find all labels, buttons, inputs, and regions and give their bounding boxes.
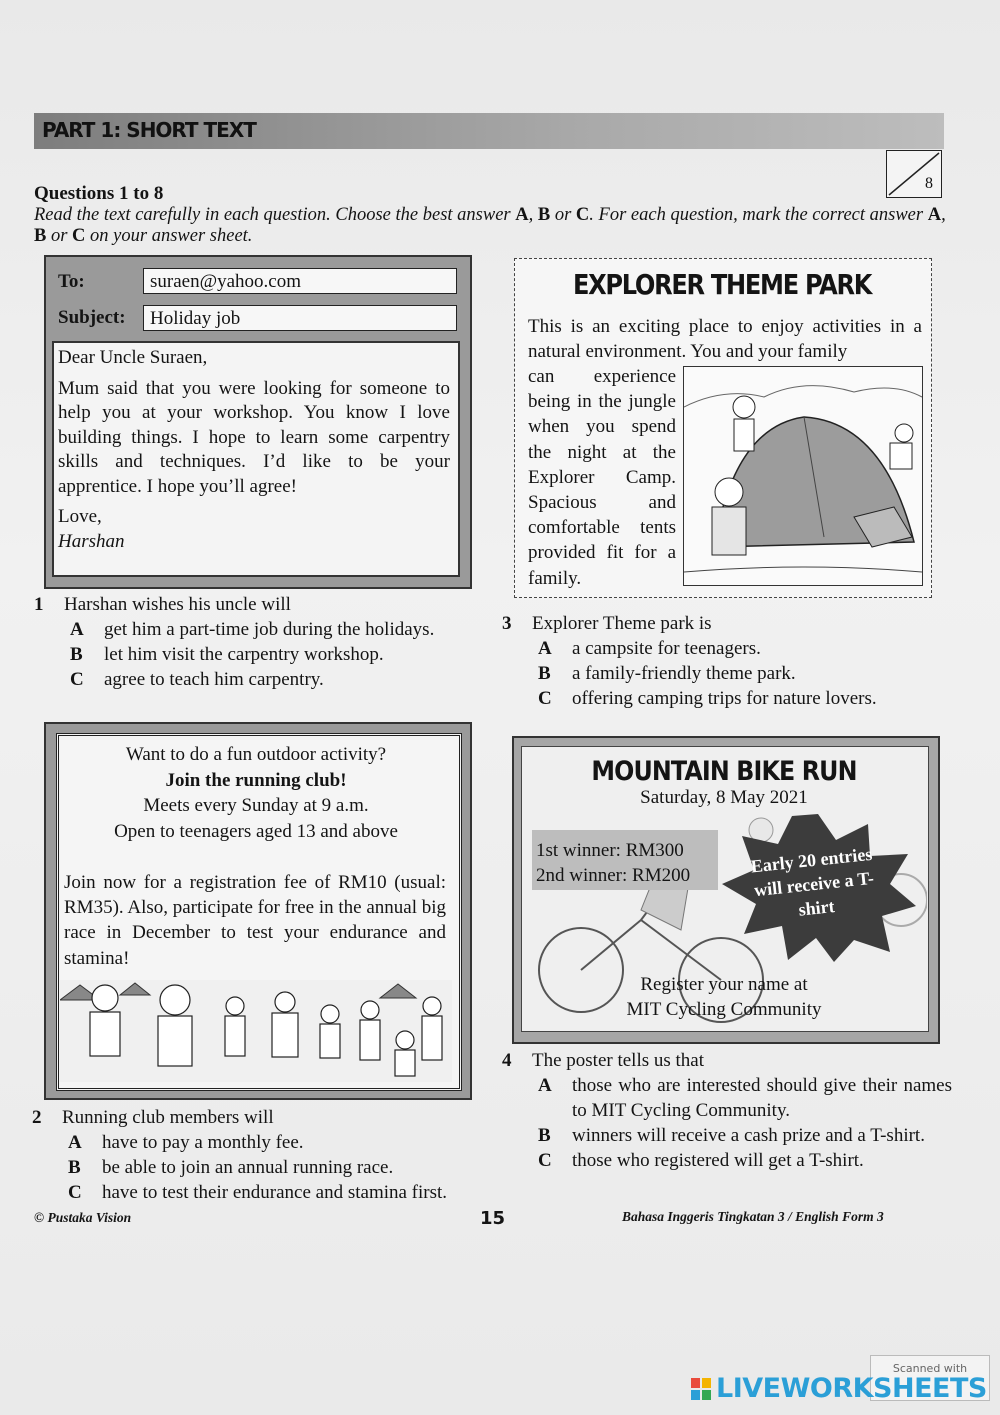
footer-page-number: 15 bbox=[480, 1208, 506, 1229]
email-subject-label: Subject: bbox=[58, 307, 126, 328]
footer-book-title: Bahasa Inggeris Tingkatan 3 / English Form 3 bbox=[622, 1209, 884, 1224]
q2-option-c[interactable]: C have to test their endurance and stamina first. bbox=[68, 1182, 448, 1203]
q1-option-a[interactable]: A get him a part-time job during the holidays. bbox=[70, 619, 435, 640]
question-2: 2 Running club members will A have to pay a monthly fee. B be able to join an annual running race. C have to test their endurance and stamina first. bbox=[32, 1105, 492, 1205]
prize-list bbox=[536, 838, 690, 888]
q2-option-a[interactable]: A have to pay a monthly fee. bbox=[68, 1132, 304, 1153]
explorer-text-narrow: can experience being in the jungle when you spend the night at the Explorer Camp. Spacious and comfortable tents provided fit for a family. bbox=[528, 366, 676, 589]
running-line-1: Want to do a fun outdoor activity? bbox=[125, 744, 387, 765]
email-signature: Harshan bbox=[58, 530, 125, 552]
question-4: 4 The poster tells us that A those who are interested should give their names to MIT Cycling Community. B winners will receive a cash prize and a T-shirt. C those who registered will get a T-shirt. bbox=[502, 1050, 952, 1171]
email-body bbox=[58, 346, 450, 554]
question-3: 3 Explorer Theme park is A a campsite for teenagers. B a family-friendly theme park. C offering camping trips for nature lovers. bbox=[502, 611, 952, 711]
scanned-badge: Scanned with bbox=[870, 1355, 990, 1401]
instructions: Read the text carefully in each question. Choose the best answer A, B or C. For each question, mark the correct answer A, B or C on your answer sheet. bbox=[34, 205, 946, 246]
question-1: 1 Harshan wishes his uncle will A get him a part-time job during the holidays. B let him visit the carpentry workshop. C agree to teach him carpentry. bbox=[34, 592, 484, 692]
q1-option-b[interactable]: B let him visit the carpentry workshop. bbox=[70, 644, 384, 665]
footer-publisher: © Pustaka Vision bbox=[34, 1210, 132, 1225]
email-to-field: suraen@yahoo.com bbox=[143, 268, 457, 294]
running-line-2: Join the running club! bbox=[165, 769, 347, 791]
q1-option-c[interactable]: C agree to teach him carpentry. bbox=[70, 669, 324, 690]
q2-option-b[interactable]: B be able to join an annual running race. bbox=[68, 1157, 394, 1178]
mountain-bike-title: MOUNTAIN BIKE RUN bbox=[591, 756, 857, 787]
prize-first: 1st winner: RM300 bbox=[536, 840, 684, 861]
register-line-2: MIT Cycling Community bbox=[626, 999, 822, 1020]
register-info bbox=[521, 972, 927, 1022]
part-title: PART 1: SHORT TEXT bbox=[42, 118, 256, 142]
mountain-bike-date: Saturday, 8 May 2021 bbox=[640, 787, 808, 808]
explorer-text: This is an exciting place to enjoy activities in a natural environment. You and your family bbox=[528, 316, 922, 363]
q3-option-b[interactable]: B a family-friendly theme park. bbox=[538, 663, 796, 684]
liveworksheets-logo-icon bbox=[691, 1378, 711, 1400]
email-greeting: Dear Uncle Suraen, bbox=[58, 347, 208, 368]
running-club-header bbox=[60, 742, 452, 844]
camping-illustration bbox=[683, 366, 923, 586]
running-club-text: Join now for a registration fee of RM10 (usual: RM35). Also, participate for free in the annual big race in December to test your endurance and stamina! bbox=[64, 872, 447, 969]
email-subject-field: Holiday job bbox=[143, 305, 457, 331]
score-total: 8 bbox=[925, 175, 933, 192]
email-to-label: To: bbox=[58, 271, 85, 292]
score-box bbox=[886, 150, 942, 198]
q4-option-b[interactable]: B winners will receive a cash prize and a T-shirt. bbox=[538, 1125, 925, 1146]
starburst-text: Early 20 entries will receive a T-shirt bbox=[749, 843, 875, 920]
register-line-1: Register your name at bbox=[640, 974, 808, 995]
questions-heading: Questions 1 to 8 bbox=[34, 183, 164, 204]
q4-option-a[interactable]: A those who are interested should give their names to MIT Cycling Community. bbox=[538, 1075, 952, 1121]
explorer-title: EXPLORER THEME PARK bbox=[572, 268, 872, 301]
running-line-3: Meets every Sunday at 9 a.m. bbox=[143, 795, 369, 816]
running-line-4: Open to teenagers aged 13 and above bbox=[114, 820, 398, 842]
runners-illustration bbox=[60, 970, 452, 1082]
q3-option-a[interactable]: A a campsite for teenagers. bbox=[538, 638, 761, 659]
email-signoff: Love, bbox=[58, 506, 102, 527]
liveworksheets-watermark[interactable]: LIVEWORKSHEETS bbox=[716, 1373, 987, 1404]
q3-option-c[interactable]: C offering camping trips for nature lovers. bbox=[538, 688, 877, 709]
email-message: Mum said that you were looking for someone to help you at your workshop. You know I love building things. I hope to learn some carpentry skills and techniques. I’d like to be your apprentice. I hope you’ll agree! bbox=[58, 377, 450, 497]
prize-second: 2nd winner: RM200 bbox=[536, 865, 691, 886]
q4-option-c[interactable]: C those who registered will get a T-shirt. bbox=[538, 1150, 864, 1171]
